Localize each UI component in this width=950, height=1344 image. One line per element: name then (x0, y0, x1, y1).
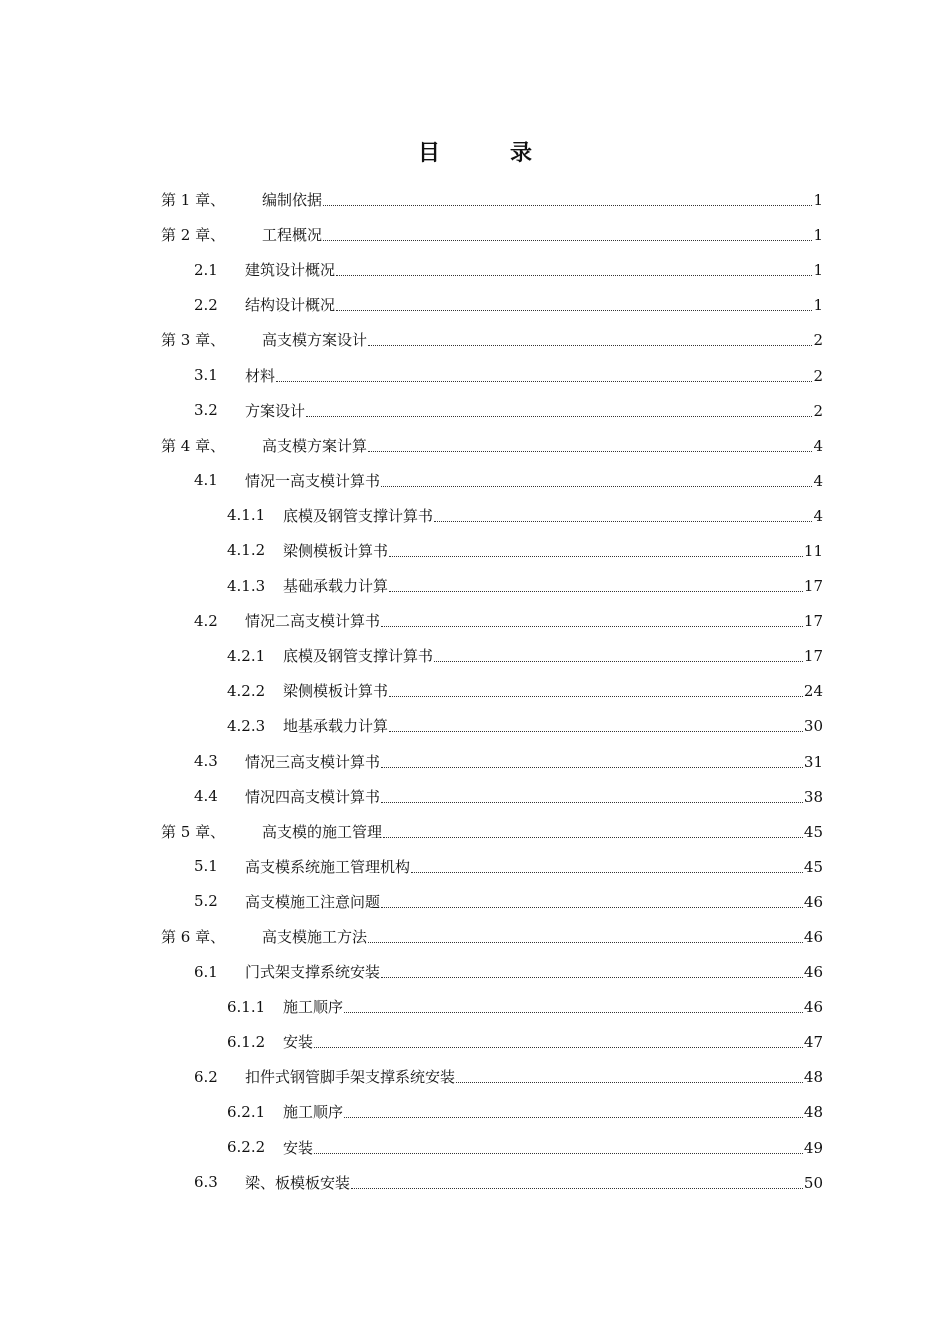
toc-entry-page-number: 31 (803, 752, 823, 771)
toc-entry-page-number: 2 (813, 401, 823, 420)
toc-entry-page-number: 1 (813, 261, 823, 280)
toc-entry-title: 高支模施工方法 (262, 928, 368, 947)
toc-entry[interactable] (0, 744, 950, 779)
toc-entry-number: 5.1 (194, 857, 218, 876)
toc-entry-body (283, 1101, 823, 1122)
toc-entry-body (245, 891, 823, 912)
toc-entry[interactable] (0, 322, 950, 357)
toc-entry-body (245, 1066, 823, 1087)
toc-entry-number: 6.2.1 (227, 1102, 266, 1121)
toc-entry-number: 6.2.2 (227, 1138, 266, 1157)
toc-entry-page-number: 38 (803, 787, 823, 806)
toc-entry-body (262, 821, 823, 842)
toc-dot-leader (368, 942, 803, 943)
toc-entry[interactable] (0, 1024, 950, 1059)
toc-entry-number: 4.1 (194, 471, 218, 490)
toc-entry[interactable] (0, 217, 950, 252)
toc-entry-number: 第 3 章、 (161, 331, 226, 350)
toc-dot-leader (368, 451, 812, 452)
toc-entry-title: 方案设计 (245, 401, 306, 420)
toc-entry-body (245, 610, 823, 631)
toc-entry[interactable] (0, 182, 950, 217)
toc-entry-body (245, 365, 823, 386)
toc-entry-page-number: 4 (813, 436, 823, 455)
toc-entry[interactable] (0, 708, 950, 743)
toc-entry-title: 情况一高支模计算书 (245, 471, 381, 490)
toc-entry-number: 第 6 章、 (161, 928, 226, 947)
toc-dot-leader (351, 1188, 803, 1189)
toc-entry[interactable] (0, 954, 950, 989)
toc-entry-page-number: 2 (813, 331, 823, 350)
toc-dot-leader (368, 345, 812, 346)
toc-entry[interactable] (0, 568, 950, 603)
toc-entry-body (245, 470, 823, 491)
toc-entry-number: 6.1 (194, 962, 218, 981)
toc-entry-body (245, 786, 823, 807)
toc-entry-title: 底模及钢管支撑计算书 (283, 506, 434, 525)
toc-entry-number: 3.1 (194, 366, 218, 385)
toc-entry-body (283, 996, 823, 1017)
toc-entry[interactable] (0, 884, 950, 919)
toc-dot-leader (434, 521, 812, 522)
toc-entry[interactable] (0, 919, 950, 954)
toc-entry-number: 6.2 (194, 1067, 218, 1086)
toc-entry-number: 第 2 章、 (161, 226, 226, 245)
toc-dot-leader (383, 837, 803, 838)
toc-entry-body (245, 961, 823, 982)
toc-entry-title: 安装 (283, 1033, 314, 1052)
toc-entry-title: 高支模的施工管理 (262, 822, 383, 841)
toc-entry-page-number: 17 (803, 647, 823, 666)
toc-entry-number: 4.2.3 (227, 716, 266, 735)
toc-entry-body (283, 505, 823, 526)
toc-entry[interactable] (0, 673, 950, 708)
toc-entry-body (283, 680, 823, 701)
toc-entry-body (262, 329, 823, 350)
toc-entry-body (262, 224, 823, 245)
toc-entry-page-number: 17 (803, 577, 823, 596)
toc-entry[interactable] (0, 1059, 950, 1094)
toc-entry-page-number: 2 (813, 366, 823, 385)
toc-entry-title: 高支模方案计算 (262, 436, 368, 455)
toc-title-char-1: 目 (417, 140, 440, 166)
toc-entry-number: 4.1.3 (227, 576, 266, 595)
toc-entry-number: 3.2 (194, 401, 218, 420)
toc-entry-page-number: 30 (803, 717, 823, 736)
toc-entry-page-number: 46 (803, 998, 823, 1017)
toc-entry-page-number: 24 (803, 682, 823, 701)
toc-entry[interactable] (0, 428, 950, 463)
toc-entry-body (283, 575, 823, 596)
toc-entry-page-number: 1 (813, 296, 823, 315)
toc-entry-number: 5.2 (194, 892, 218, 911)
toc-dot-leader (381, 802, 803, 803)
toc-entry-page-number: 4 (813, 471, 823, 490)
toc-entry-body (283, 645, 823, 666)
toc-entry-title: 施工顺序 (283, 1103, 344, 1122)
toc-dot-leader (314, 1153, 803, 1154)
toc-dot-leader (381, 977, 803, 978)
toc-entry-title: 地基承载力计算 (283, 717, 389, 736)
toc-entry-page-number: 4 (813, 506, 823, 525)
toc-entry-page-number: 17 (803, 612, 823, 631)
toc-dot-leader (336, 275, 812, 276)
toc-entry-page-number: 1 (813, 226, 823, 245)
toc-entry-title: 施工顺序 (283, 998, 344, 1017)
toc-dot-leader (389, 731, 803, 732)
toc-entry-title: 情况三高支模计算书 (245, 752, 381, 771)
toc-entry-number: 4.1.1 (227, 506, 266, 525)
toc-entry-body (245, 1172, 823, 1193)
toc-entry-page-number: 11 (803, 541, 823, 560)
toc-dot-leader (336, 310, 812, 311)
toc-dot-leader (323, 240, 812, 241)
toc-entry-title: 梁侧模板计算书 (283, 541, 389, 560)
toc-entry-number: 4.2.2 (227, 681, 266, 700)
toc-dot-leader (389, 696, 803, 697)
toc-entry-title: 建筑设计概况 (245, 261, 336, 280)
toc-entry-number: 4.1.2 (227, 541, 266, 560)
toc-entry-page-number: 48 (803, 1103, 823, 1122)
toc-entry-title: 梁侧模板计算书 (283, 682, 389, 701)
toc-entry-page-number: 46 (803, 963, 823, 982)
toc-title (0, 136, 950, 167)
toc-entry-page-number: 46 (803, 928, 823, 947)
toc-entry-title: 编制依据 (262, 191, 323, 210)
toc-entry-title: 高支模施工注意问题 (245, 892, 381, 911)
toc-dot-leader (306, 416, 812, 417)
toc-entry-body (245, 294, 823, 315)
toc-entry[interactable] (0, 989, 950, 1024)
toc-entry-number: 4.2 (194, 611, 218, 630)
toc-entry-title: 门式架支撑系统安装 (245, 963, 381, 982)
toc-dot-leader (323, 205, 812, 206)
toc-entry[interactable] (0, 814, 950, 849)
toc-entry-body (283, 715, 823, 736)
toc-list (0, 182, 950, 1200)
toc-entry-body (283, 540, 823, 561)
toc-entry-body (283, 1031, 823, 1052)
toc-entry-title: 梁、板模板安装 (245, 1173, 351, 1192)
toc-dot-leader (389, 556, 803, 557)
toc-entry-number: 6.3 (194, 1173, 218, 1192)
toc-entry-number: 2.2 (194, 295, 218, 314)
toc-dot-leader (434, 661, 803, 662)
toc-entry-body (262, 926, 823, 947)
toc-entry[interactable] (0, 1094, 950, 1129)
toc-entry-page-number: 46 (803, 892, 823, 911)
toc-entry[interactable] (0, 252, 950, 287)
toc-entry-page-number: 50 (803, 1173, 823, 1192)
toc-entry-page-number: 45 (803, 857, 823, 876)
toc-entry-title: 材料 (245, 366, 276, 385)
toc-entry-number: 4.4 (194, 787, 218, 806)
toc-entry[interactable] (0, 393, 950, 428)
toc-dot-leader (456, 1082, 803, 1083)
toc-entry[interactable] (0, 287, 950, 322)
toc-entry-title: 底模及钢管支撑计算书 (283, 647, 434, 666)
toc-entry-number: 6.1.1 (227, 997, 266, 1016)
toc-dot-leader (344, 1012, 803, 1013)
toc-entry-title: 基础承载力计算 (283, 577, 389, 596)
toc-title-char-2: 录 (510, 140, 533, 166)
toc-entry-title: 高支模系统施工管理机构 (245, 857, 411, 876)
toc-entry-number: 4.2.1 (227, 646, 266, 665)
toc-entry-title: 结构设计概况 (245, 296, 336, 315)
toc-entry-body (245, 400, 823, 421)
toc-entry-page-number: 47 (803, 1033, 823, 1052)
toc-dot-leader (314, 1047, 803, 1048)
toc-entry-title: 扣件式钢管脚手架支撑系统安装 (245, 1068, 456, 1087)
toc-entry-number: 4.3 (194, 752, 218, 771)
toc-entry-body (262, 435, 823, 456)
toc-dot-leader (381, 626, 803, 627)
toc-entry-title: 工程概况 (262, 226, 323, 245)
toc-entry-page-number: 48 (803, 1068, 823, 1087)
toc-entry-number: 第 5 章、 (161, 822, 226, 841)
toc-dot-leader (381, 907, 803, 908)
toc-dot-leader (344, 1117, 803, 1118)
toc-entry-title: 情况二高支模计算书 (245, 612, 381, 631)
toc-entry[interactable] (0, 779, 950, 814)
toc-dot-leader (276, 381, 812, 382)
toc-entry[interactable] (0, 603, 950, 638)
toc-dot-leader (381, 767, 803, 768)
toc-entry[interactable] (0, 357, 950, 392)
toc-entry-number: 2.1 (194, 260, 218, 279)
toc-entry-title: 安装 (283, 1138, 314, 1157)
toc-entry[interactable] (0, 498, 950, 533)
toc-dot-leader (411, 872, 803, 873)
toc-entry-page-number: 1 (813, 191, 823, 210)
toc-entry[interactable] (0, 1130, 950, 1165)
toc-entry-title: 情况四高支模计算书 (245, 787, 381, 806)
toc-entry-body (283, 1137, 823, 1158)
toc-entry-number: 6.1.2 (227, 1032, 266, 1051)
toc-entry[interactable] (0, 849, 950, 884)
toc-entry-page-number: 45 (803, 822, 823, 841)
toc-entry[interactable] (0, 533, 950, 568)
toc-entry-body (245, 259, 823, 280)
toc-entry[interactable] (0, 1165, 950, 1200)
toc-entry-body (245, 856, 823, 877)
toc-dot-leader (389, 591, 803, 592)
toc-entry-number: 第 4 章、 (161, 436, 226, 455)
toc-entry-body (245, 751, 823, 772)
toc-entry[interactable] (0, 638, 950, 673)
toc-entry-page-number: 49 (803, 1138, 823, 1157)
toc-entry-body (262, 189, 823, 210)
toc-dot-leader (381, 486, 812, 487)
toc-entry-title: 高支模方案设计 (262, 331, 368, 350)
toc-entry[interactable] (0, 463, 950, 498)
toc-entry-number: 第 1 章、 (161, 191, 226, 210)
